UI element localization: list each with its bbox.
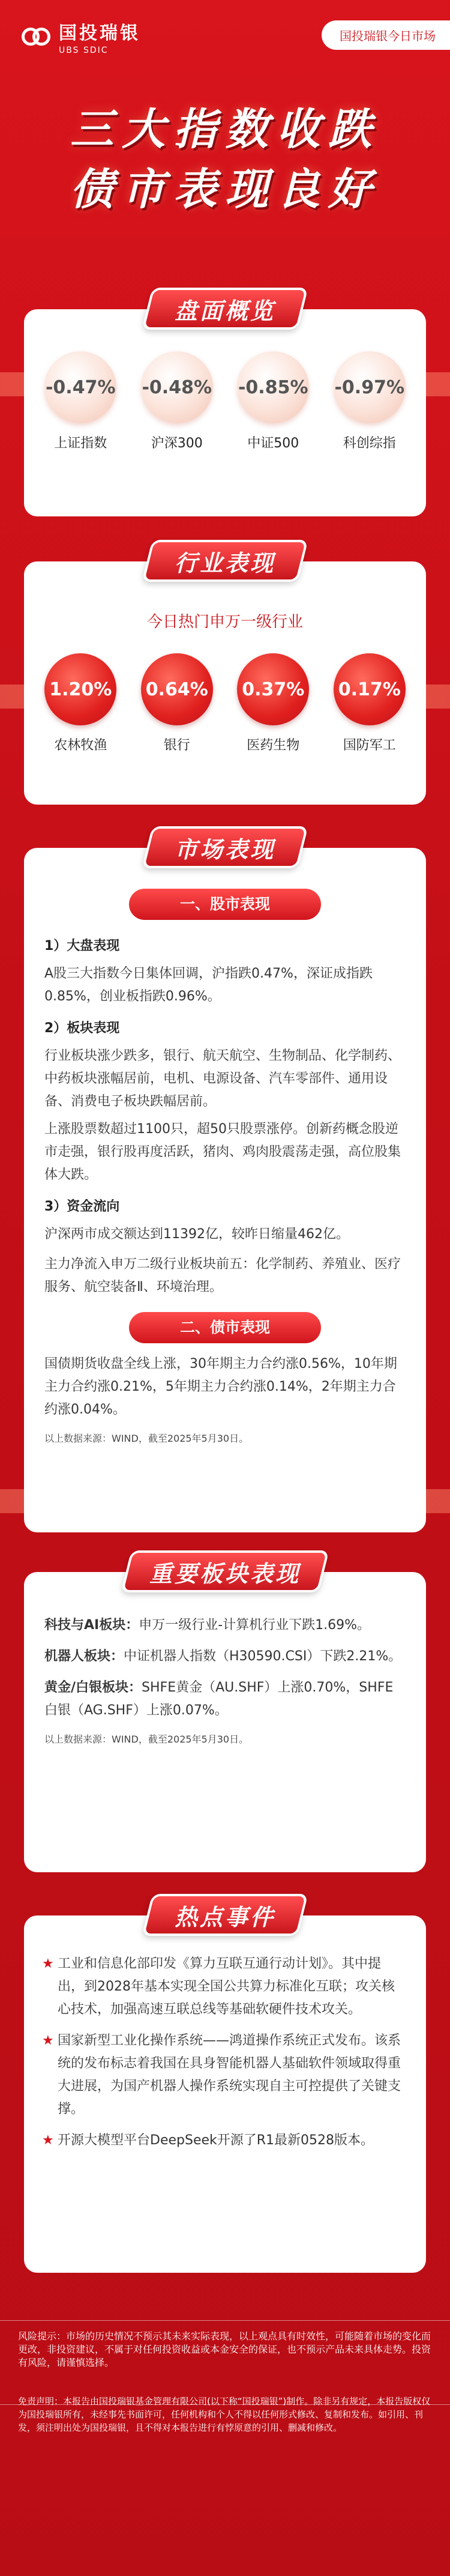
industry-item [228, 653, 318, 754]
industry-list [24, 653, 426, 754]
index-item [132, 351, 222, 452]
industry-title: 行业表现 [147, 540, 303, 582]
heading-sector: 2）板块表现 [44, 1021, 120, 1036]
industry-change: 0.64% [141, 653, 213, 725]
star-icon: ★ [42, 2133, 54, 2148]
sector-label: 机器人板块： [44, 1649, 124, 1664]
industry-name: 银行 [163, 738, 190, 753]
index-change: -0.97% [334, 351, 406, 423]
industry-subtitle: 今日热门申万一级行业 [146, 613, 303, 631]
sector-label: 黄金/白银板块： [44, 1680, 142, 1695]
hot-item-text: 国家新型工业化操作系统——鸿道操作系统正式发布。该系统的发布标志着我国在具身智能机器人基础软件领域取得重大进展，为国产机器人操作系统实现自主可控提供了关键支撑。 [58, 2033, 401, 2117]
index-name: 上证指数 [54, 436, 107, 451]
logo-name-en: UBS SDIC [59, 46, 109, 55]
industry-item [35, 653, 125, 754]
para-flow-1: 沪深两市成交额达到11392亿，较昨日缩量462亿。 [44, 1227, 349, 1242]
para-index: A股三大指数今日集体回调，沪指跌0.47%，深证成指跌0.85%，创业板指跌0.96%。 [44, 966, 373, 1004]
hot-card [24, 1903, 426, 2273]
industry-item [132, 653, 222, 754]
hot-item [24, 1953, 426, 2021]
headline-line-1: 三大指数收跌 [70, 104, 380, 154]
data-source: 以上数据来源：WIND，截至2025年5月30日。 [44, 1734, 249, 1745]
para-sector-1: 行业板块涨少跌多，银行、航天航空、生物制品、化学制药、中药板块涨幅居前，电机、电源设备、汽车零部件、通用设备、消费电子板块跌幅居前。 [44, 1048, 401, 1109]
hot-item-text: 工业和信息化部印发《算力互联互通行动计划》。其中提出，到2028年基本实现全国公共算力标准化互联；攻关核心技术，加强高速互联总线等基础软硬件技术攻关。 [58, 1956, 395, 2017]
para-sector-2: 上涨股票数超过1100只，超50只股票涨停。创新药概念股逆市走强，银行股再度活跃，猪肉、鸡肉股震荡走强，高位股集体大跌。 [44, 1122, 401, 1182]
sector-row-metal [24, 1677, 426, 1722]
logo-rings-icon [22, 22, 52, 52]
heading-flow: 3）资金流向 [44, 1199, 120, 1214]
data-source: 以上数据来源：WIND，截至2025年5月30日。 [44, 1433, 249, 1444]
industry-change: 1.20% [44, 653, 116, 725]
index-change: -0.48% [141, 351, 213, 423]
logo-name-cn: 国投瑞银 [59, 23, 140, 44]
risk-notice: 风险提示：市场的历史情况不预示其未来实际表现，以上观点具有时效性，可能随着市场的变化而更改，非投资建议，不属于对任何投资收益或本金安全的保证，也不预示产品未来具体走势。投资有风险，请谨慎选择。 [18, 2330, 431, 2368]
index-change: -0.85% [237, 351, 309, 423]
industry-change: 0.37% [237, 653, 309, 725]
overview-title: 盘面概览 [147, 288, 303, 330]
overview-list [24, 351, 426, 452]
report-tag: 国投瑞银今日市场 [322, 20, 450, 50]
para-flow-2: 主力净流入申万二级行业板块前五：化学制药、养殖业、医疗服务、航空装备Ⅱ、环境治理。 [44, 1257, 401, 1295]
disclaimer: 免责声明：本报告由国投瑞银基金管理有限公司(以下称“国投瑞银”)制作。除非另有规定，本报告版权仅为国投瑞银所有，未经事先书面许可，任何机构和个人不得以任何形式修改、复制和发布。如引用、刊发，须注明出处为国投瑞银，且不得对本报告进行有悖原意的引用、删减和修改。 [18, 2396, 431, 2433]
index-item [35, 351, 125, 452]
sector-text: 申万一级行业-计算机行业下跌1.69%。 [139, 1618, 371, 1633]
index-item [228, 351, 318, 452]
para-bond: 国债期货收盘全线上涨，30年期主力合约涨0.56%，10年期主力合约涨0.21%，5年期主力合约涨0.14%，2年期主力合约涨0.04%。 [44, 1356, 397, 1417]
industry-change: 0.17% [334, 653, 406, 725]
footer [18, 2330, 432, 2434]
industry-name: 农林牧渔 [54, 738, 107, 753]
hot-title: 热点事件 [147, 1894, 303, 1936]
section-stock-pill: 一、股市表现 [129, 889, 321, 920]
hot-item [24, 2030, 426, 2121]
star-icon: ★ [42, 1956, 54, 1971]
brand-logo [22, 18, 140, 55]
industry-card [24, 549, 426, 805]
star-icon: ★ [42, 2033, 54, 2048]
index-change: -0.47% [44, 351, 116, 423]
overview-card [24, 297, 426, 516]
sector-row-ai [24, 1614, 426, 1637]
sector-text: SHFE黄金（AU.SHF）上涨0.70%，SHFE白银（AG.SHF）上涨0.07%。 [44, 1680, 394, 1718]
headline-line-2: 债市表现良好 [70, 164, 380, 214]
header [0, 0, 450, 288]
market-card [24, 836, 426, 1532]
sectors-card [24, 1560, 426, 1872]
industry-item [325, 653, 415, 754]
index-name: 中证500 [247, 436, 299, 451]
hot-item [24, 2129, 426, 2152]
sector-row-robot [24, 1645, 426, 1668]
sectors-title: 重要板块表现 [126, 1550, 324, 1592]
industry-name: 国防军工 [343, 738, 396, 753]
section-bond-pill: 二、债市表现 [129, 1312, 321, 1343]
sector-label: 科技与AI板块： [44, 1618, 139, 1633]
headline [0, 99, 450, 219]
index-name: 沪深300 [151, 436, 203, 451]
index-item [325, 351, 415, 452]
market-title: 市场表现 [147, 826, 303, 868]
heading-index: 1）大盘表现 [44, 939, 120, 954]
industry-name: 医药生物 [247, 738, 300, 753]
index-name: 科创综指 [343, 436, 396, 451]
hot-item-text: 开源大模型平台DeepSeek开源了R1最新0528版本。 [58, 2133, 374, 2148]
sector-text: 中证机器人指数（H30590.CSI）下跌2.21%。 [124, 1649, 402, 1664]
